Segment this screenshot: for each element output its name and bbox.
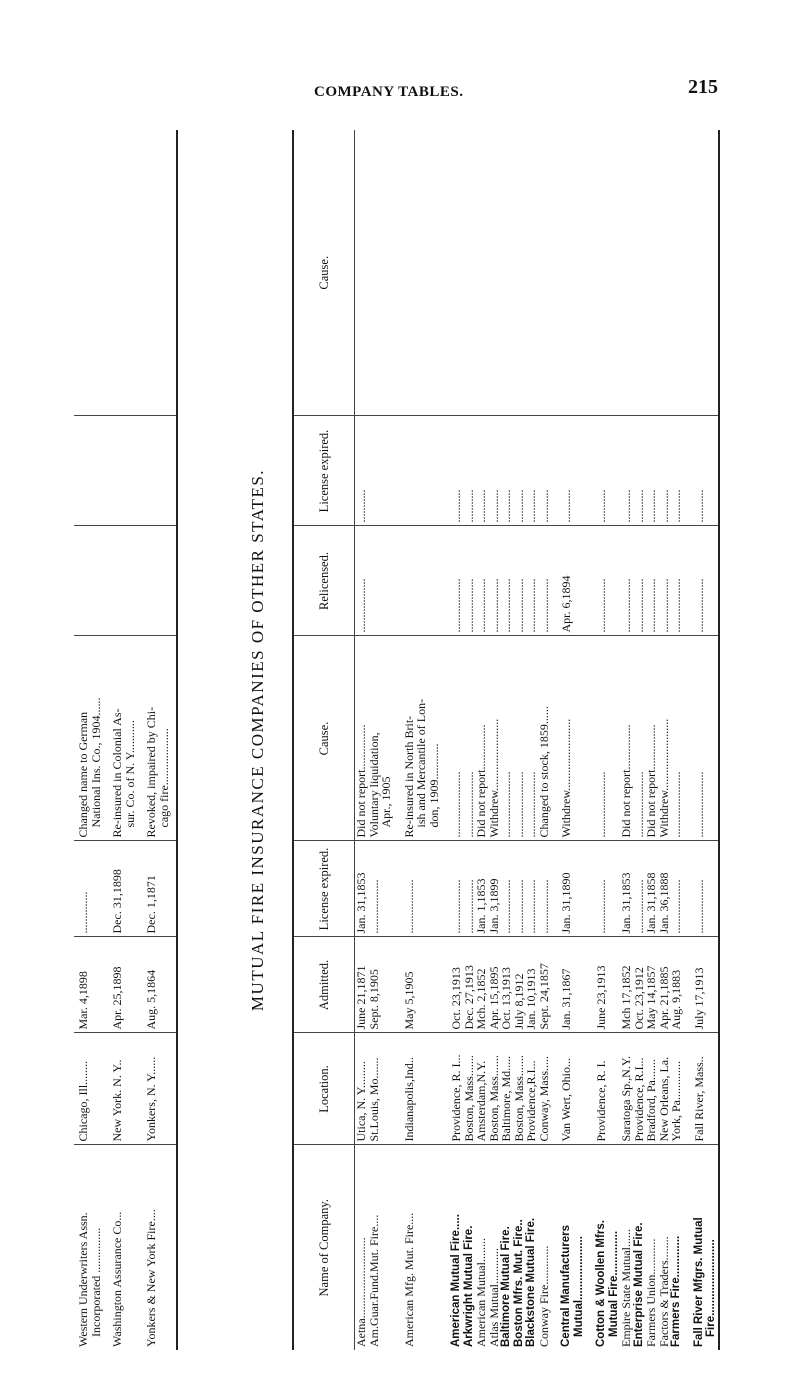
admitted-cell: June 21,1871 — [355, 937, 368, 1033]
location-cell: Providence,R.I... — [525, 1033, 538, 1145]
mutual-fire-table — [292, 130, 720, 1350]
cause2-cell — [403, 130, 441, 416]
cause2-cell — [633, 130, 646, 416]
expired-cell: Dec. 31,1898 — [108, 841, 142, 937]
admitted-cell: July 17,1913 — [693, 937, 719, 1033]
location-cell: Fall River, Mass.. — [693, 1033, 719, 1145]
expired-cell: .................. — [633, 841, 646, 937]
company-name-cell: Am.Guar.Fund.Mut. Fire.... — [368, 1145, 393, 1350]
location-cell: Providence, R.I... — [633, 1033, 646, 1145]
cause-cell: ...................... — [693, 636, 719, 841]
relicensed-cell: .................. — [633, 526, 646, 636]
expired-cell: .............. — [74, 841, 108, 937]
cause2-cell — [463, 130, 476, 416]
table-row — [620, 130, 633, 1350]
relicensed-cell — [108, 526, 142, 636]
admitted-cell: Oct. 23,1912 — [633, 937, 646, 1033]
location-cell: St.Louis, Mo....... — [368, 1033, 393, 1145]
expired2-cell — [368, 416, 393, 526]
rotated-table-area — [70, 130, 740, 1350]
expired2-cell: ........... — [538, 416, 551, 526]
cause-cell: ...................... — [670, 636, 683, 841]
relicensed-cell — [142, 526, 177, 636]
cause2-cell — [368, 130, 393, 416]
relicensed-cell: .................. — [513, 526, 526, 636]
company-name-cell: Cotton & Woollen Mfrs. Mutual Fire.............. — [595, 1145, 620, 1350]
expired2-cell: ........... — [463, 416, 476, 526]
company-name-cell: Fall River Mfgrs. Mutual Fire........................ — [693, 1145, 719, 1350]
column-header: Cause. — [293, 130, 355, 416]
group-spacer — [585, 130, 595, 1350]
relicensed-cell: .................. — [463, 526, 476, 636]
cause2-cell — [645, 130, 658, 416]
location-cell: New Orleans, La. — [658, 1033, 671, 1145]
expired2-cell: ........... — [645, 416, 658, 526]
cause-cell: Re-insured in Colonial As- sur. Co. of N. Y........... — [108, 636, 142, 841]
admitted-cell: Jan. 10,1913 — [525, 937, 538, 1033]
cause-cell: ...................... — [463, 636, 476, 841]
relicensed-cell: .................. — [450, 526, 463, 636]
table-row — [475, 130, 488, 1350]
relicensed-cell: .................. — [355, 526, 368, 636]
table-row — [355, 130, 368, 1350]
page-header-title: COMPANY TABLES. — [314, 84, 464, 100]
cause-cell: Withdrew........................ — [488, 636, 501, 841]
column-header: Relicensed. — [293, 526, 355, 636]
admitted-cell: Apr. 15,1895 — [488, 937, 501, 1033]
expired2-cell: ........... — [355, 416, 368, 526]
cause-cell: Changed to stock, 1859...... — [538, 636, 551, 841]
cause2-cell — [74, 130, 108, 416]
company-name-cell: Yonkers & New York Fire.... — [142, 1145, 177, 1350]
expired2-cell: ........... — [620, 416, 633, 526]
expired-cell: .................. — [525, 841, 538, 937]
relicensed-cell: .................. — [488, 526, 501, 636]
cause-cell: Did not report............... — [355, 636, 368, 841]
location-cell: Van Wert, Ohio... — [560, 1033, 585, 1145]
expired-cell: .................. — [500, 841, 513, 937]
location-cell: New York. N. Y.. — [108, 1033, 142, 1145]
column-header: License expired. — [293, 841, 355, 937]
location-cell: Amsterdam,N.Y. — [475, 1033, 488, 1145]
continued-company-table — [74, 130, 178, 1350]
table-row — [538, 130, 551, 1350]
cause2-cell — [595, 130, 620, 416]
company-name-cell: American Mutual Fire..... — [450, 1145, 463, 1350]
expired2-cell: ........... — [513, 416, 526, 526]
company-name-cell: Blackstone Mutual Fire. — [525, 1145, 538, 1350]
location-cell: Indianapolis,Ind.. — [403, 1033, 441, 1145]
column-header: Location. — [293, 1033, 355, 1145]
expired2-cell: ........... — [500, 416, 513, 526]
expired2-cell — [403, 416, 441, 526]
relicensed-cell: .................. — [595, 526, 620, 636]
cause2-cell — [693, 130, 719, 416]
expired-cell: .................. — [368, 841, 393, 937]
column-header: License expired. — [293, 416, 355, 526]
cause2-cell — [355, 130, 368, 416]
table-row — [450, 130, 463, 1350]
group-spacer — [440, 130, 450, 1350]
location-cell: Chicago, Ill........ — [74, 1033, 108, 1145]
expired-cell: Jan. 31,1853 — [355, 841, 368, 937]
rotated-sheet — [70, 130, 740, 1350]
cause2-cell — [525, 130, 538, 416]
table-row — [368, 130, 393, 1350]
section-title: MUTUAL FIRE INSURANCE COMPANIES OF OTHER STATES. — [248, 468, 267, 1012]
cause2-cell — [488, 130, 501, 416]
cause2-cell — [142, 130, 177, 416]
admitted-cell: Apr. 21,1885 — [658, 937, 671, 1033]
expired2-cell — [108, 416, 142, 526]
relicensed-cell: .................. — [670, 526, 683, 636]
admitted-cell: June 23,1913 — [595, 937, 620, 1033]
column-header: Name of Company. — [293, 1145, 355, 1350]
relicensed-cell: .................. — [500, 526, 513, 636]
admitted-cell: Aug. 9,1883 — [670, 937, 683, 1033]
cause2-cell — [513, 130, 526, 416]
expired2-cell: ........... — [693, 416, 719, 526]
cause-cell: Voluntary liquidation, Apr., 1905 — [368, 636, 393, 841]
cause-cell: ...................... — [500, 636, 513, 841]
expired2-cell: ........... — [658, 416, 671, 526]
cause-cell: Did not report............... — [645, 636, 658, 841]
expired2-cell: ........... — [595, 416, 620, 526]
cause2-cell — [108, 130, 142, 416]
group-spacer — [683, 130, 693, 1350]
company-name-cell: Baltimore Mutual Fire. — [500, 1145, 513, 1350]
expired-cell: .................. — [403, 841, 441, 937]
expired2-cell: ........... — [525, 416, 538, 526]
column-header: Admitted. — [293, 937, 355, 1033]
admitted-cell: May 5,1905 — [403, 937, 441, 1033]
expired-cell: Dec. 1,1871 — [142, 841, 177, 937]
expired-cell: Jan. 1,1853 — [475, 841, 488, 937]
company-name-cell: American Mfg. Mut. Fire.... — [403, 1145, 441, 1350]
cause2-cell — [658, 130, 671, 416]
company-name-cell: Western Underwriters Assn. Incorporated ............... — [74, 1145, 108, 1350]
relicensed-cell: .................. — [525, 526, 538, 636]
location-cell: Saratoga Sp.,N.Y. — [620, 1033, 633, 1145]
table-row — [525, 130, 538, 1350]
cause-cell: Did not report............... — [475, 636, 488, 841]
admitted-cell: Oct. 23,1913 — [450, 937, 463, 1033]
relicensed-cell: .................. — [658, 526, 671, 636]
table-row — [74, 130, 108, 1350]
admitted-cell: Mch 17,1852 — [620, 937, 633, 1033]
table-row — [693, 130, 719, 1350]
expired2-cell: ........... — [560, 416, 585, 526]
table-row — [500, 130, 513, 1350]
company-name-cell: Farmers Union............ — [645, 1145, 658, 1350]
table-row — [403, 130, 441, 1350]
relicensed-cell — [403, 526, 441, 636]
table-row — [108, 130, 142, 1350]
admitted-cell: Mch. 2,1852 — [475, 937, 488, 1033]
location-cell: York, Pa............. — [670, 1033, 683, 1145]
page-number: 215 — [688, 76, 718, 98]
table-row — [645, 130, 658, 1350]
expired2-cell: ........... — [450, 416, 463, 526]
cause-cell: ...................... — [595, 636, 620, 841]
company-name-cell: Arkwright Mutual Fire. — [463, 1145, 476, 1350]
location-cell: Providence, R. I... — [450, 1033, 463, 1145]
cause-cell: Changed name to German National Ins. Co., 1904...... — [74, 636, 108, 841]
cause-cell: ...................... — [525, 636, 538, 841]
company-name-cell: Boston Mfrs. Mut. Fire.. — [513, 1145, 526, 1350]
location-cell: Providence, R. I. — [595, 1033, 620, 1145]
relicensed-cell: .................. — [693, 526, 719, 636]
cause2-cell — [560, 130, 585, 416]
table-row — [142, 130, 177, 1350]
company-name-cell: Atlas Mutual............ — [488, 1145, 501, 1350]
expired-cell: Jan. 3,1899 — [488, 841, 501, 937]
expired2-cell — [74, 416, 108, 526]
expired-cell: Jan. 31,1853 — [620, 841, 633, 937]
expired2-cell — [142, 416, 177, 526]
cause2-cell — [538, 130, 551, 416]
expired2-cell: ........... — [633, 416, 646, 526]
relicensed-cell — [368, 526, 393, 636]
relicensed-cell: .................. — [538, 526, 551, 636]
cause-cell: Withdrew........................ — [658, 636, 671, 841]
company-name-cell: American Mutual........ — [475, 1145, 488, 1350]
cause-cell: ...................... — [513, 636, 526, 841]
table-header-row — [293, 130, 355, 1350]
expired2-cell: ........... — [488, 416, 501, 526]
company-name-cell: Empire State Mutual...... — [620, 1145, 633, 1350]
relicensed-cell: .................. — [475, 526, 488, 636]
company-name-cell: Washington Assurance Co... — [108, 1145, 142, 1350]
admitted-cell: Apr. 25,1898 — [108, 937, 142, 1033]
cause-cell: Revoked, impaired by Chi- cago fire................... — [142, 636, 177, 841]
location-cell: Bradford, Pa....... — [645, 1033, 658, 1145]
table-row — [595, 130, 620, 1350]
company-name-cell: Factors & Traders........ — [658, 1145, 671, 1350]
admitted-cell: Dec. 27,1913 — [463, 937, 476, 1033]
table-row — [513, 130, 526, 1350]
expired-cell: .................. — [538, 841, 551, 937]
location-cell: Yonkers, N. Y...... — [142, 1033, 177, 1145]
column-header: Cause. — [293, 636, 355, 841]
cause-cell: Re-insured in North Brit- ish and Mercantile of Lon- don, 1909............ — [403, 636, 441, 841]
relicensed-cell: .................. — [645, 526, 658, 636]
expired-cell: .................. — [670, 841, 683, 937]
admitted-cell: May 14,1857 — [645, 937, 658, 1033]
location-cell: Boston, Mass....... — [488, 1033, 501, 1145]
cause-cell: Did not report............... — [620, 636, 633, 841]
cause2-cell — [620, 130, 633, 416]
cause2-cell — [500, 130, 513, 416]
cause-cell: ...................... — [633, 636, 646, 841]
company-name-cell: Aetna........................... — [355, 1145, 368, 1350]
table-row — [560, 130, 585, 1350]
expired2-cell: ........... — [670, 416, 683, 526]
admitted-cell: July 8,1912 — [513, 937, 526, 1033]
admitted-cell: Sept. 8,1905 — [368, 937, 393, 1033]
expired-cell: .................. — [450, 841, 463, 937]
expired-cell: Jan. 31,1858 — [645, 841, 658, 937]
company-name-cell: Farmers Fire............. — [670, 1145, 683, 1350]
expired-cell: .................. — [693, 841, 719, 937]
table-row — [670, 130, 683, 1350]
location-cell: Boston, Mass....... — [463, 1033, 476, 1145]
expired-cell: Jan. 31,1890 — [560, 841, 585, 937]
company-name-cell: Conway Fire............. — [538, 1145, 551, 1350]
cause2-cell — [450, 130, 463, 416]
relicensed-cell — [74, 526, 108, 636]
admitted-cell: Oct. 13,1913 — [500, 937, 513, 1033]
cause-cell: ...................... — [450, 636, 463, 841]
relicensed-cell: .................. — [620, 526, 633, 636]
group-spacer — [393, 130, 403, 1350]
admitted-cell: Mar. 4,1898 — [74, 937, 108, 1033]
expired2-cell: ........... — [475, 416, 488, 526]
expired-cell: .................. — [513, 841, 526, 937]
company-name-cell: Central Manufacturers Mutual.................... — [560, 1145, 585, 1350]
admitted-cell: Sept. 24,1857 — [538, 937, 551, 1033]
location-cell: Conway, Mass..... — [538, 1033, 551, 1145]
location-cell: Utica, N. Y......... — [355, 1033, 368, 1145]
expired-cell: .................. — [595, 841, 620, 937]
location-cell: Baltimore, Md..... — [500, 1033, 513, 1145]
company-name-cell: Enterprise Mutual Fire. — [633, 1145, 646, 1350]
location-cell: Boston, Mass....... — [513, 1033, 526, 1145]
admitted-cell: Aug. 5,1864 — [142, 937, 177, 1033]
cause2-cell — [670, 130, 683, 416]
cause2-cell — [475, 130, 488, 416]
table-row — [658, 130, 671, 1350]
cause-cell: Withdrew........................ — [560, 636, 585, 841]
admitted-cell: Jan. 31,1867 — [560, 937, 585, 1033]
expired-cell: .................. — [463, 841, 476, 937]
table-row — [488, 130, 501, 1350]
relicensed-cell: Apr. 6,1894 — [560, 526, 585, 636]
expired-cell: Jan. 36,1888 — [658, 841, 671, 937]
